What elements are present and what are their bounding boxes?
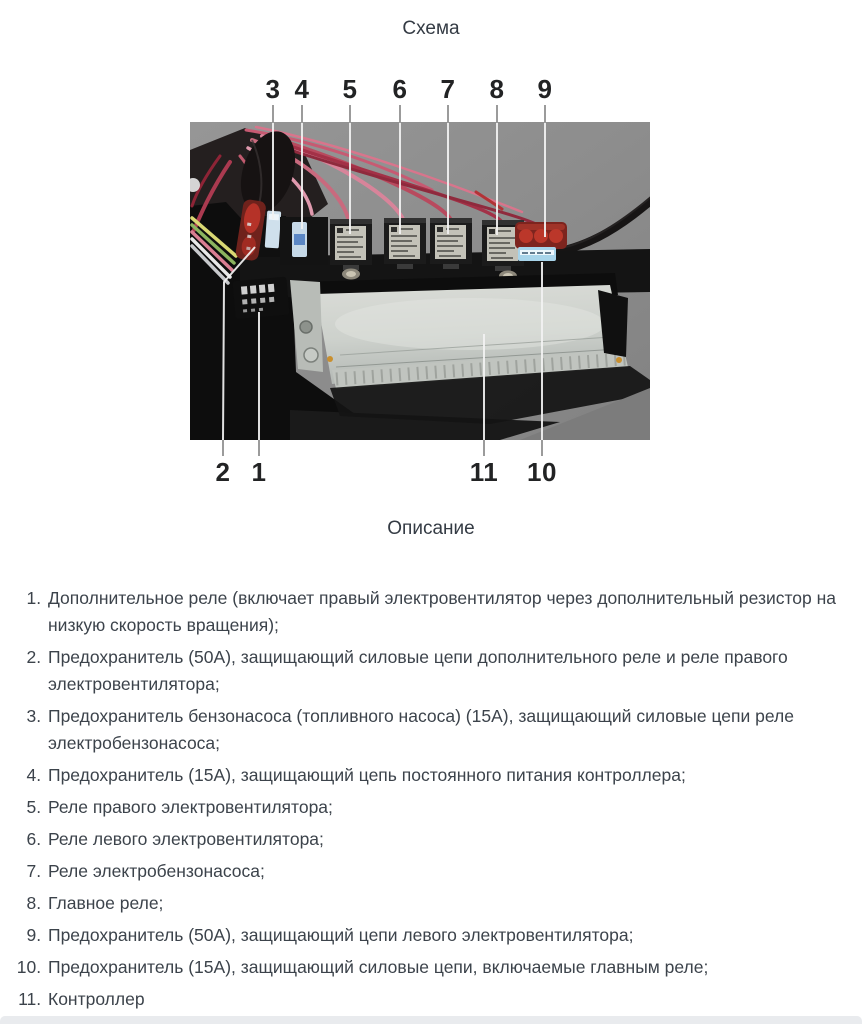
relay-6 [384, 218, 426, 269]
callout-number-3: 3 [265, 74, 281, 104]
callout-number-9: 9 [537, 74, 553, 104]
callout-number-2: 2 [215, 457, 231, 487]
fuse-10-blue [518, 247, 556, 261]
list-item-1: 1. Дополнительное реле (включает правый электровентилятор через дополнительный резистор на низкую скорость вращения); [46, 585, 846, 639]
callout-number-5: 5 [342, 74, 358, 104]
callout-number-7: 7 [440, 74, 456, 104]
scheme-figure [0, 67, 862, 499]
scheme-title: Схема [402, 18, 460, 39]
callout-number-4: 4 [294, 74, 310, 104]
callout-number-6: 6 [392, 74, 408, 104]
list-item-3: 3. Предохранитель бензонасоса (топливного насоса) (15А), защищающий силовые цепи реле электробензонасоса; [46, 703, 846, 757]
screw [342, 269, 360, 280]
fuse-9-red [515, 222, 567, 249]
list-item-9: 9. Предохранитель (50А), защищающий цепи левого электровентилятора; [46, 922, 846, 949]
callout-number-8: 8 [489, 74, 505, 104]
bottom-divider [0, 1016, 862, 1024]
list-item-4: 4. Предохранитель (15А), защищающий цепь постоянного питания контроллера; [46, 762, 846, 789]
relay-1 [232, 277, 289, 320]
list-item-7: 7. Реле электробензонасоса; [46, 858, 846, 885]
description-title: Описание [387, 518, 475, 539]
callout-number-10: 10 [527, 457, 557, 487]
list-item-8: 8. Главное реле; [46, 890, 846, 917]
description-list [0, 585, 862, 1013]
callout-number-1: 1 [251, 457, 267, 487]
list-item-5: 5. Реле правого электровентилятора; [46, 794, 846, 821]
fuse-box-photo [0, 67, 862, 499]
list-item-2: 2. Предохранитель (50А), защищающий силовые цепи дополнительного реле и реле правого электровентилятора; [46, 644, 846, 698]
callout-number-11: 11 [469, 457, 499, 487]
list-item-10: 10. Предохранитель (15А), защищающий силовые цепи, включаемые главным реле; [46, 954, 846, 981]
highlight-blob [186, 178, 200, 192]
list-item-11: 11. Контроллер [46, 986, 846, 1013]
list-item-6: 6. Реле левого электровентилятора; [46, 826, 846, 853]
relay-7 [430, 218, 472, 269]
